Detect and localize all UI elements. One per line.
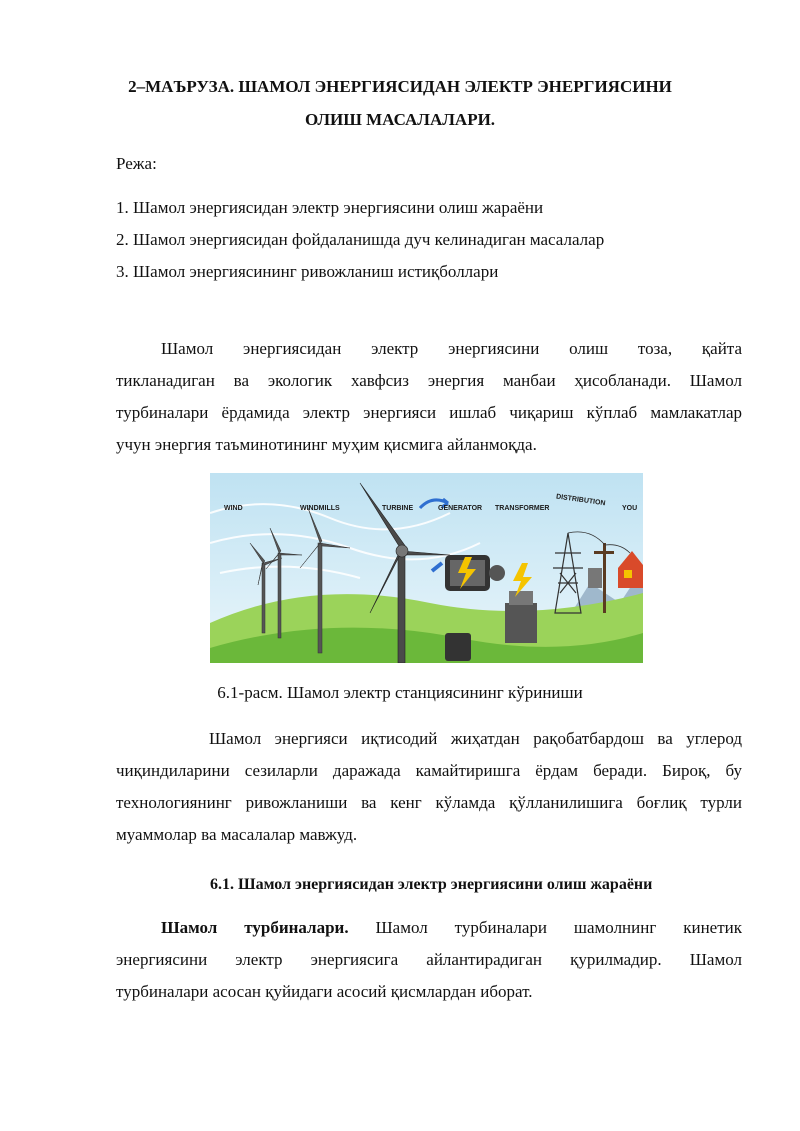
para1-line-2: тикланадиган ва экологик хавфсиз энергия манбаи ҳисобланади. Шамол — [116, 371, 742, 390]
para2-line-2: чиқиндиларини сезиларли даражада камайтиришга ёрдам беради. Бироқ, бу — [116, 761, 742, 780]
para2-line-1: Шамол энергияси иқтисодий жиҳатдан рақобатбардош ва углерод — [209, 729, 742, 748]
para3-line-1-rest: Шамол турбиналари шамолнинг кинетик — [375, 918, 743, 937]
section-heading: 6.1. Шамол энергиясидан электр энергиясини олиш жараёни — [210, 876, 653, 893]
para3-lead-term: Шамол турбиналари. — [161, 918, 349, 937]
label-turbine: TURBINE — [382, 505, 414, 512]
label-generator: GENERATOR — [438, 505, 483, 512]
figure-caption: 6.1-расм. Шамол электр станциясининг кўриниши — [217, 683, 583, 702]
lecture-title-line-2: ОЛИШ МАСАЛАЛАРИ. — [304, 110, 496, 129]
para2-line-4: муаммолар ва масалалар мавжуд. — [116, 825, 358, 844]
para2-line-3: технологиянинг ривожланиши ва кенг кўламда қўлланилишига боғлиқ турли — [116, 793, 742, 812]
label-windmills: WINDMILLS — [300, 505, 340, 512]
para3-line-3: турбиналари асосан қуйидаги асосий қисмлардан иборат. — [116, 982, 533, 1001]
para1-line-4: учун энергия таъминотининг муҳим қисмига айланмоқда. — [116, 435, 537, 454]
lecture-title-line-1: 2–МАЪРУЗА. ШАМОЛ ЭНЕРГИЯСИДАН ЭЛЕКТР ЭНЕРГИЯСИНИ — [128, 77, 672, 96]
plan-label: Режа: — [116, 154, 157, 173]
label-you: YOU — [622, 505, 638, 512]
plan-item-3: 3. Шамол энергиясининг ривожланиш истиқболлари — [116, 262, 499, 281]
para1-line-3: турбиналари ёрдамида электр энергияси ишлаб чиқариш кўплаб мамлакатлар — [116, 403, 742, 422]
wind-power-illustration — [210, 473, 643, 663]
plan-item-1: 1. Шамол энергиясидан электр энергиясини олиш жараёни — [116, 198, 544, 217]
meter-box-icon — [445, 633, 471, 661]
para1-line-1: Шамол энергиясидан электр энергиясини олиш тоза, қайта — [161, 339, 742, 358]
transformer-icon — [505, 591, 537, 643]
para3-line-1 — [161, 918, 742, 938]
para3-line-2: энергиясини электр энергиясига айлантирадиган қурилмадир. Шамол — [116, 950, 742, 969]
plan-item-2: 2. Шамол энергиясидан фойдаланишда дуч келинадиган масалалар — [116, 230, 605, 249]
label-distribution: DISTRIBUTION — [555, 493, 606, 508]
label-wind: WIND — [224, 505, 243, 512]
label-transformer: TRANSFORMER — [495, 505, 550, 512]
